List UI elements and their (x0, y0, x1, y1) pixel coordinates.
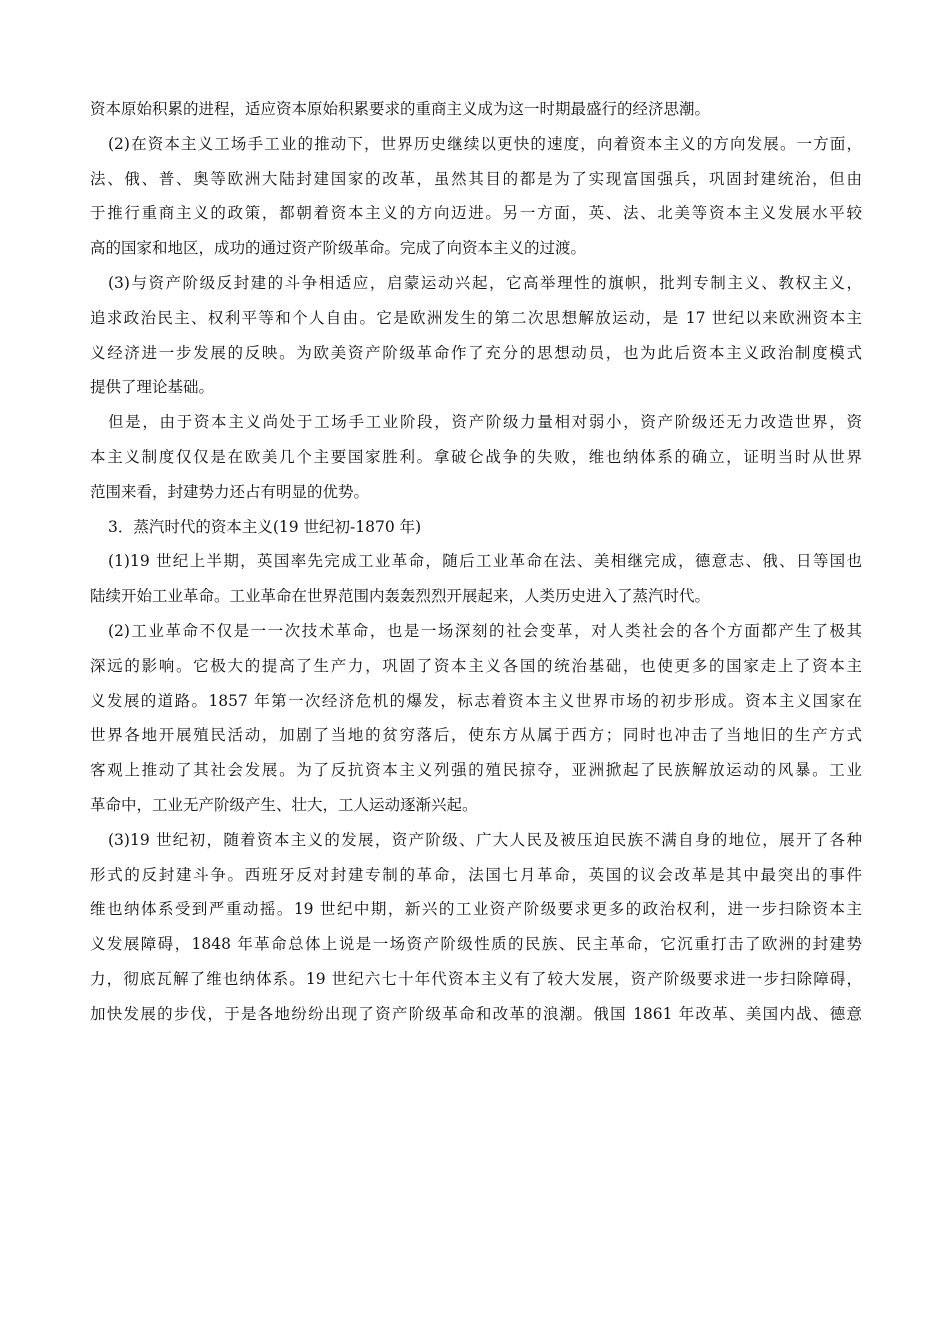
text-line: (3)19 世纪初，随着资本主义的发展，资产阶级、广大人民及被压迫民族不满自身的地位，展开了各种 (108, 830, 862, 849)
text-line: (2)在资本主义工场手工业的推动下，世界历史继续以更快的速度，向着资本主义的方向发展。一方面， (108, 134, 862, 153)
text-line: 力，彻底瓦解了维也纳体系。19 世纪六七十年代资本主义有了较大发展，资产阶级要求进一步扫除障碍， (90, 969, 862, 988)
text-line: 义发展的道路。1857 年第一次经济危机的爆发，标志着资本主义世界市场的初步形成。资本主义国家在 (90, 691, 862, 710)
text-line: 加快发展的步伐，于是各地纷纷出现了资产阶级革命和改革的浪潮。俄国 1861 年改革、美国内战、德意 (90, 1004, 862, 1023)
text-line: 高的国家和地区，成功的通过资产阶级革命。完成了向资本主义的过渡。 (90, 239, 587, 258)
text-line: 深远的影响。它极大的提高了生产力，巩固了资本主义各国的统治基础，也使更多的国家走上了资本主 (90, 656, 862, 675)
text-line: (3)与资产阶级反封建的斗争相适应，启蒙运动兴起，它高举理性的旗帜，批判专制主义、教权主义， (108, 273, 862, 292)
document-page (90, 92, 862, 1032)
text-line: 于推行重商主义的政策，都朝着资本主义的方向迈进。另一方面，英、法、北美等资本主义发展水平较 (90, 204, 862, 223)
text-line: 3．蒸汽时代的资本主义(19 世纪初-1870 年) (108, 517, 422, 536)
text-line: 但是，由于资本主义尚处于工场手工业阶段，资产阶级力量相对弱小，资产阶级还无力改造世界，资 (108, 413, 862, 432)
text-line: 革命中，工业无产阶级产生、壮大，工人运动逐渐兴起。 (90, 795, 478, 814)
text-line: 义经济进一步发展的反映。为欧美资产阶级革命作了充分的思想动员，也为此后资本主义政治制度模式 (90, 343, 862, 362)
text-line: (1)19 世纪上半期，英国率先完成工业革命，随后工业革命在法、美相继完成，德意志、俄、日等国也 (108, 552, 862, 571)
text-line: (2)工业革命不仅是一一次技术革命，也是一场深刻的社会变革，对人类社会的各个方面都产生了极其 (108, 621, 862, 640)
text-line: 提供了理论基础。 (90, 378, 215, 397)
document-text-body (90, 92, 862, 1032)
text-line: 形式的反封建斗争。西班牙反对封建专制的革命，法国七月革命，英国的议会改革是其中最突出的事件 (90, 865, 862, 884)
text-line: 客观上推动了其社会发展。为了反抗资本主义列强的殖民掠夺，亚洲掀起了民族解放运动的风暴。工业 (90, 761, 862, 780)
text-line: 本主义制度仅仅是在欧美几个主要国家胜利。拿破仑战争的失败，维也纳体系的确立，证明当时从世界 (90, 447, 862, 466)
text-line: 维也纳体系受到严重动摇。19 世纪中期，新兴的工业资产阶级要求更多的政治权利，进一步扫除资本主 (90, 900, 862, 919)
text-line: 陆续开始工业革命。工业革命在世界范围内轰轰烈烈开展起来，人类历史进入了蒸汽时代。 (90, 587, 711, 606)
text-line: 追求政治民主、权利平等和个人自由。它是欧洲发生的第二次思想解放运动，是 17 世纪以来欧洲资本主 (90, 308, 862, 327)
text-line: 资本原始积累的进程，适应资本原始积累要求的重商主义成为这一时期最盛行的经济思潮。 (90, 100, 711, 118)
text-line: 义发展障碍，1848 年革命总体上说是一场资产阶级性质的民族、民主革命，它沉重打击了欧洲的封建势 (90, 935, 862, 954)
text-line: 范围来看，封建势力还占有明显的优势。 (90, 482, 370, 501)
text-line: 法、俄、普、奥等欧洲大陆封建国家的改革，虽然其目的都是为了实现富国强兵，巩固封建统治，但由 (90, 169, 862, 188)
text-line: 世界各地开展殖民活动，加剧了当地的贫穷落后，使东方从属于西方；同时也冲击了当地旧的生产方式 (90, 726, 862, 745)
